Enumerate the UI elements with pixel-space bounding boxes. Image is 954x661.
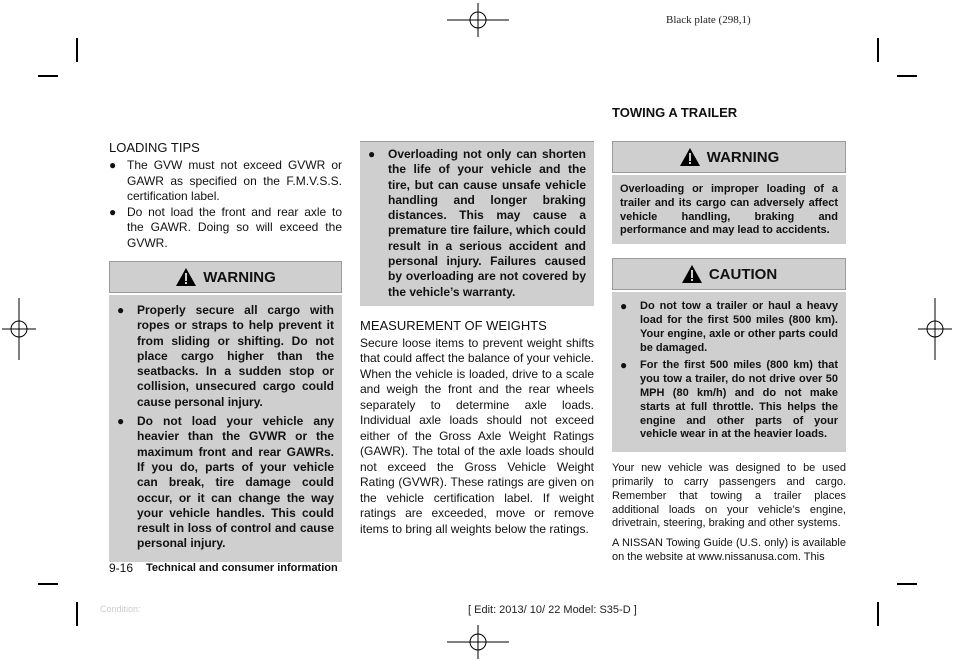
bullet-dot: ● [368,147,376,161]
list-item: ● Do not load your vehicle any heavier than the GVWR or the maximum front and rear GAWRs. If you do, parts of your vehicle can break, tire damage could occur, or it can change the way your vehicle handles. This could result in loss of control and cause personal injury. [117,414,334,551]
bullet-dot: ● [117,303,125,317]
edit-info: [ Edit: 2013/ 10/ 22 Model: S35-D ] [468,604,637,616]
list-item: ● Do not tow a trailer or haul a heavy load for the first 500 miles (800 km). Your engine, axle or other parts could be damaged. [620,299,838,354]
warning-body [109,293,342,562]
caution-box [612,258,846,452]
towing-paragraph-1: Your new vehicle was designed to be used primarily to carry passengers and cargo. Remember that towing a trailer places additional loads on your vehicle’s engine, drivetrain, steering, braking and other systems. [612,462,846,530]
loading-tips-list [109,158,342,251]
crop-mark [877,602,879,626]
crop-mark [76,38,78,62]
crop-mark [76,602,78,626]
crop-mark [897,75,917,77]
column-2 [360,141,594,537]
plate-label: Black plate (298,1) [666,14,751,26]
bullet-dot: ● [117,414,125,429]
bullet-dot: ● [109,204,117,219]
column-3 [612,105,846,571]
warning-header [612,141,846,173]
warning-box-cargo [109,261,342,562]
column-1 [109,140,342,562]
caution-header [612,258,846,290]
condition-label: Condition: [100,604,141,614]
list-item: ● For the first 500 miles (800 km) that you tow a trailer, do not drive over 50 MPH (80 km/h) and do not make starts at full throttle. This helps the engine and other parts of your vehicle wear in at the heavier loads. [620,358,838,441]
caution-body [612,290,846,452]
caution-title: CAUTION [708,265,778,283]
measurement-body: Secure loose items to prevent weight shifts that could affect the balance of your vehicle. When the vehicle is loaded, drive to a scale and weigh the front and the rear wheels separately to determine axle loads. Individual axle loads should not exceed either of the Gross Axle Weight Ratings (GAWR). The total of the axle loads should not exceed the Gross Vehicle Weight Rating (GVWR). These ratings are given on the vehicle certification label. If weight ratings are exceeded, move or remove items to bring all weights below the ratings. [360,335,594,536]
section-heading-loading-tips: LOADING TIPS [109,140,200,155]
warning-title: WARNING [706,148,780,166]
warning-triangle-icon [679,147,701,167]
list-item: ● Overloading not only can shorten the life of your vehicle and the tire, but can cause unsafe vehicle handling and longer braking distances. This may cause a premature tire failure, which could result in a serious accident and personal injury. Failures caused by overloading are not covered by the vehicle’s warranty. [368,147,586,299]
warning-body [612,173,846,244]
section-heading-measurement: MEASUREMENT OF WEIGHTS [360,317,547,333]
section-heading-towing: TOWING A TRAILER [612,105,738,120]
towing-paragraph-2: A NISSAN Towing Guide (U.S. only) is available on the website at www.nissanusa.com. This [612,537,846,563]
crop-mark [38,583,58,585]
list-item: ● Do not load the front and rear axle to the GAWR. Doing so will exceed the GVWR. [109,204,342,250]
footer-section-title: Technical and consumer information [146,562,338,574]
warning-triangle-icon [175,267,197,287]
warning-box-trailer [612,141,846,244]
warning-title: WARNING [203,268,276,286]
crop-mark [897,583,917,585]
list-item: ● Properly secure all cargo with ropes or straps to help prevent it from sliding or shifting. Do not place cargo higher than the seatbacks. In a sudden stop or collision, unsecured cargo could cause personal injury. [117,303,334,409]
bullet-dot: ● [620,299,628,314]
registration-mark-top [447,3,509,37]
crop-mark [877,38,879,62]
list-item: ● The GVW must not exceed GVWR or GAWR as specified on the F.M.V.S.S. certification label. [109,158,342,203]
page-number: 9-16 [109,561,134,575]
warning-header [109,261,342,293]
warning-triangle-icon [681,264,703,284]
registration-mark-bottom [447,625,509,659]
registration-mark-right [918,298,952,360]
bullet-dot: ● [620,358,628,373]
warning-text: Overloading or improper loading of a trailer and its cargo can adversely affect vehicle handling, braking and performance and may lead to accidents. [620,183,838,237]
warning-box-continued [360,141,594,306]
crop-mark [38,75,58,77]
registration-mark-left [2,298,36,360]
bullet-dot: ● [109,158,117,172]
